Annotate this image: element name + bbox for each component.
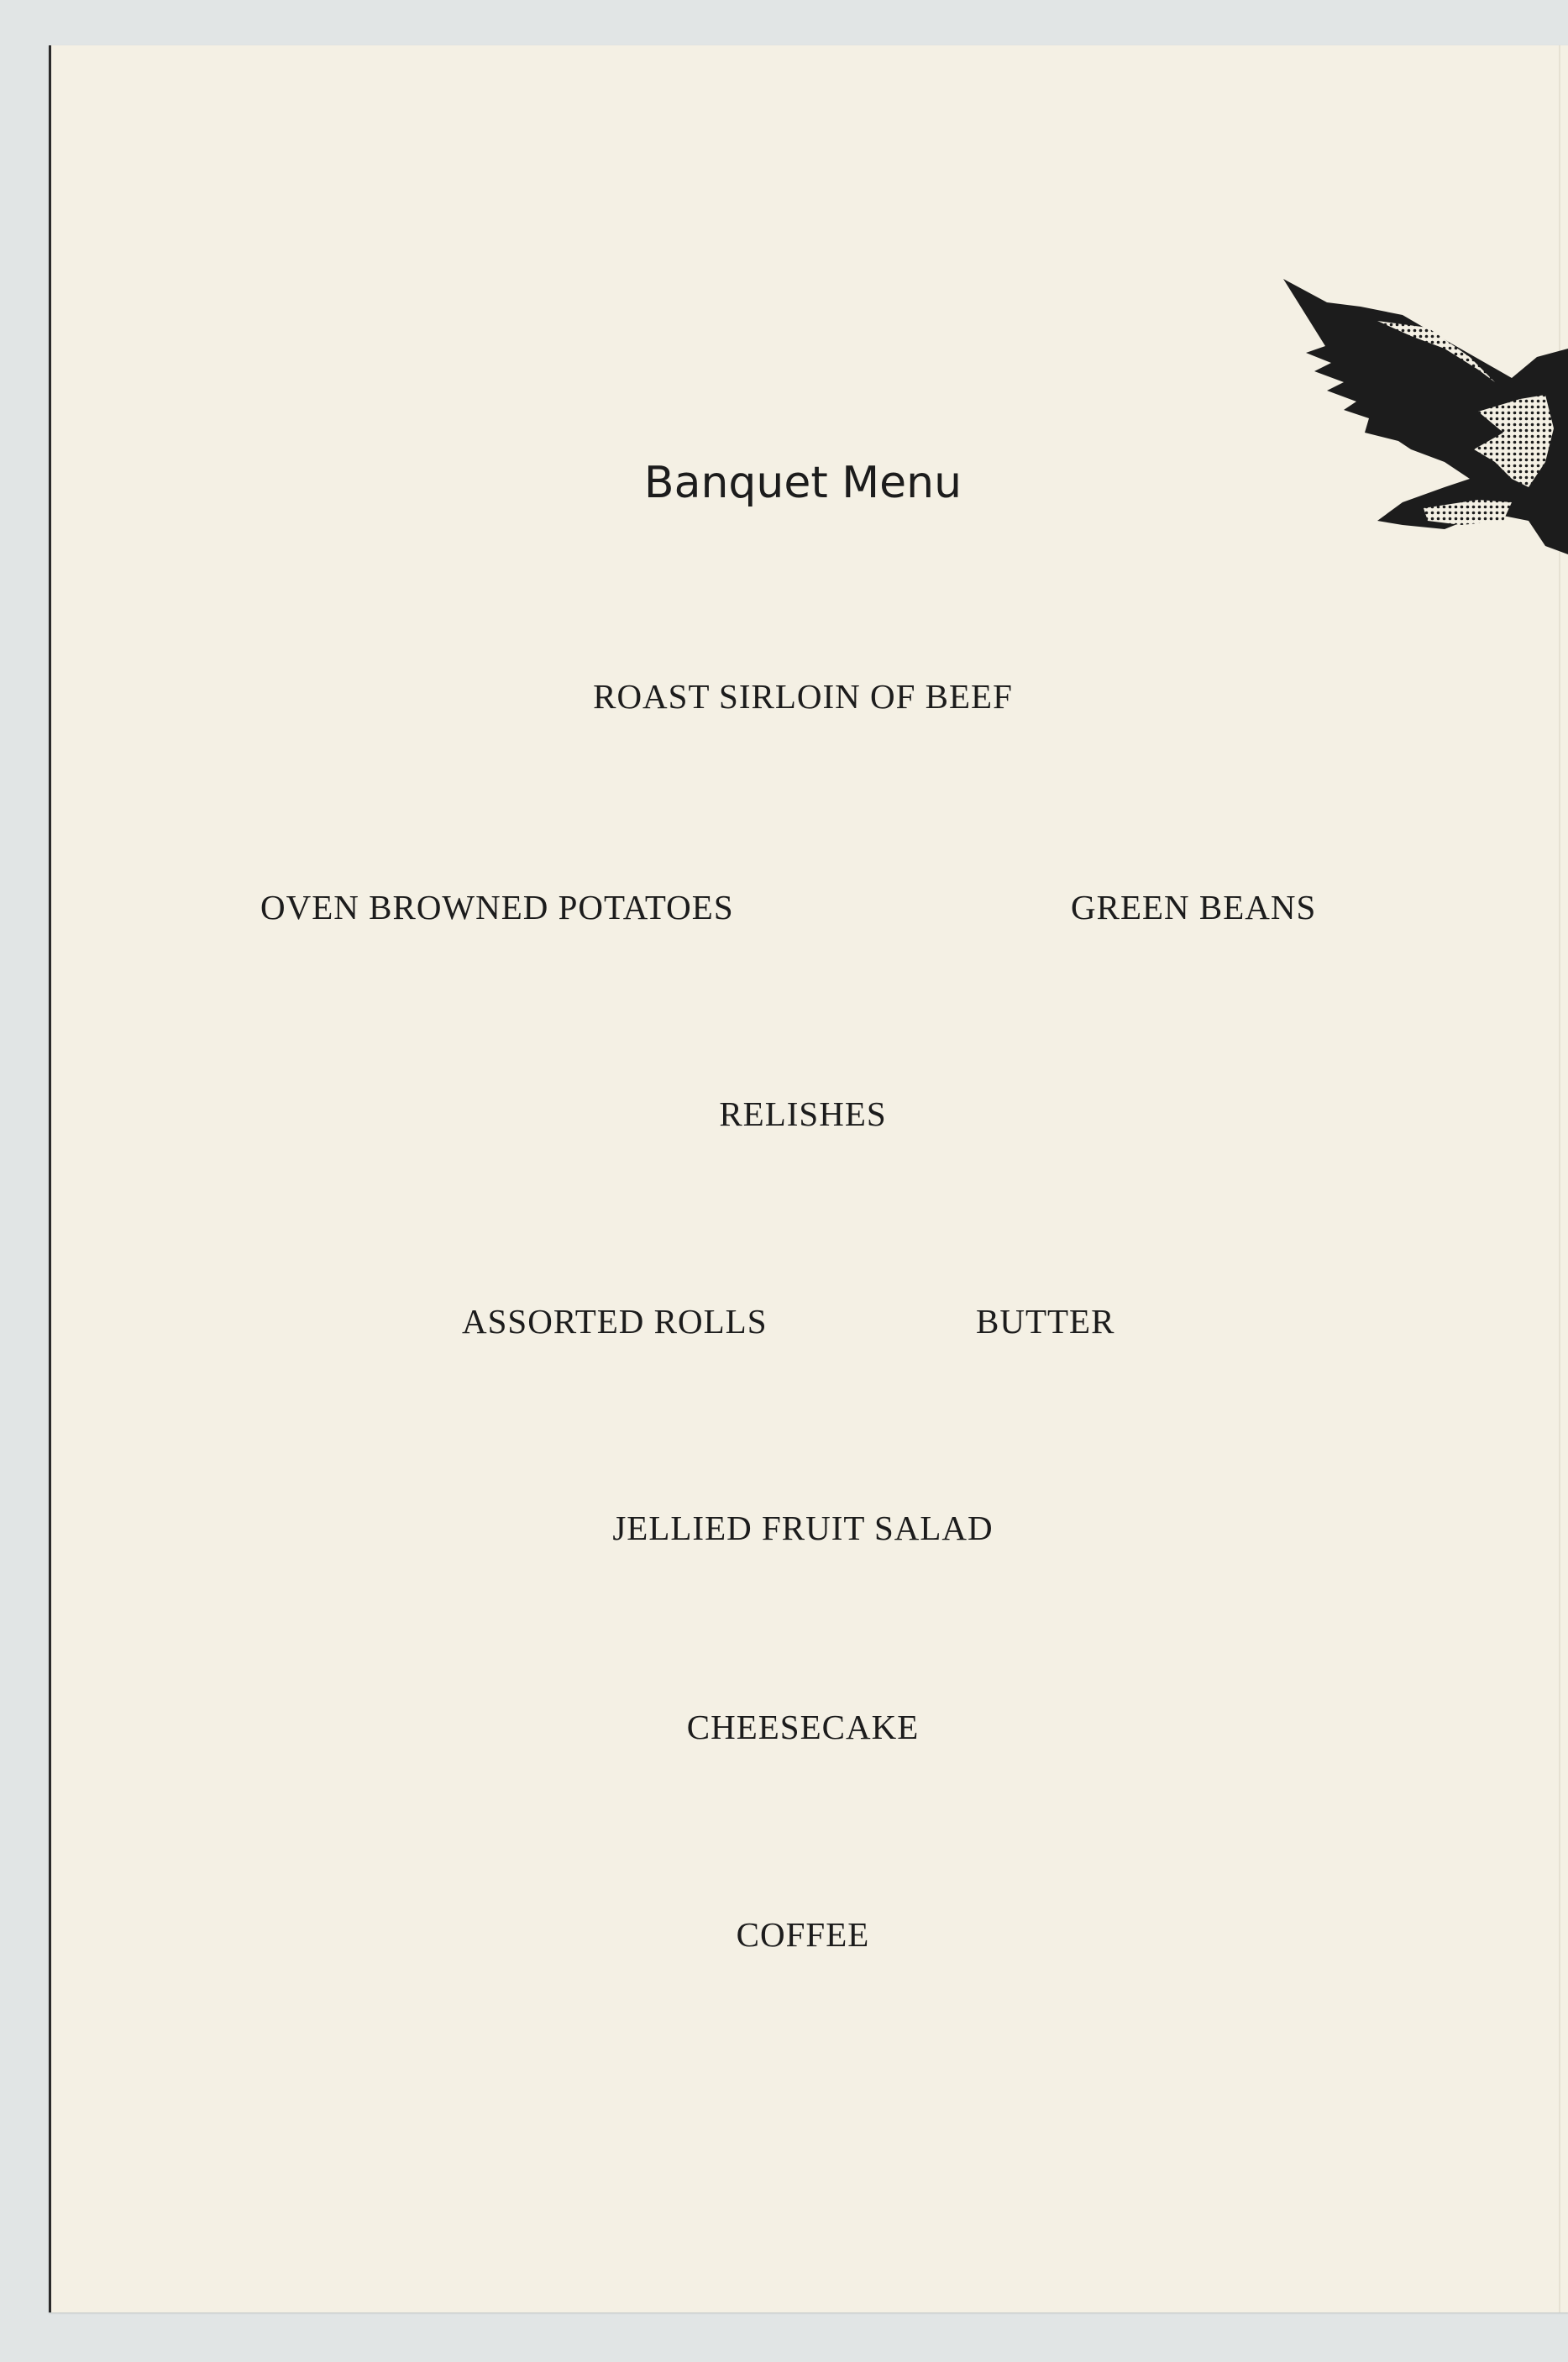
menu-item-dessert: CHEESECAKE xyxy=(686,1708,920,1746)
menu-item-beans: GREEN BEANS xyxy=(1071,888,1317,926)
menu-title: Banquet Menu xyxy=(643,458,962,508)
menu-item-beverage: COFFEE xyxy=(736,1915,870,1954)
menu-item-rolls: ASSORTED ROLLS xyxy=(462,1302,768,1341)
menu-item-entree: ROAST SIRLOIN OF BEEF xyxy=(593,677,1013,716)
menu-item-relishes: RELISHES xyxy=(719,1094,887,1133)
menu-item-salad: JELLIED FRUIT SALAD xyxy=(612,1509,994,1547)
menu-item-potatoes: OVEN BROWNED POTATOES xyxy=(260,888,734,926)
menu-item-butter: BUTTER xyxy=(976,1302,1115,1341)
eagle-illustration xyxy=(1277,269,1568,554)
